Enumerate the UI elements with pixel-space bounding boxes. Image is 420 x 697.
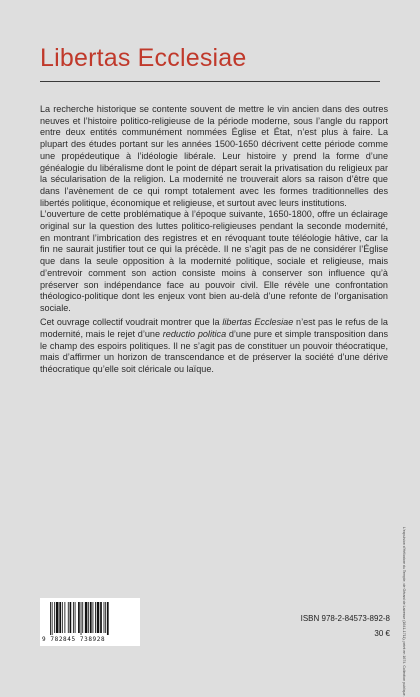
image-credit — [397, 527, 407, 697]
blurb-text — [40, 104, 388, 378]
blurb-paragraph-3 — [40, 317, 388, 376]
blurb-p3-part-2: n’est pas le refus de la modernité, mais le rejet d’une — [40, 317, 388, 339]
isbn-number: ISBN 978-2-84573-892-8 — [300, 614, 390, 623]
title-divider — [40, 81, 380, 82]
image-credit-text: L’expulsion d’Héliodore du Temple, de Gérard de Lairesse (1641-1711), peint en 1674. Collection publique. — [402, 527, 406, 697]
price-label: 30 € — [374, 629, 390, 638]
blurb-p3-part-1: Cet ouvrage collectif voudrait montrer que la — [40, 317, 223, 328]
book-title: Libertas Ecclesiae — [40, 44, 247, 72]
emphasis-reductio-politica: reductio politica — [162, 328, 227, 339]
blurb-p3-part-3: d’une pure et simple transposition dans le champ des espoirs politiques. Il ne s’agit pas de constituer un pouvoir théocratique, mais d’affirmer un horizon de transcendance et de préserver la société d’une dérive théocratique qu’elle soit cléricale ou laïque. — [40, 328, 388, 374]
emphasis-libertas-ecclesiae: libertas Ecclesiae — [222, 317, 294, 328]
barcode — [40, 598, 140, 646]
barcode-bars-icon — [50, 602, 130, 635]
blurb-paragraph-2: L’ouverture de cette problématique à l’époque suivante, 1650-1800, offre un éclairage original sur la question des luttes politico-religieuses pendant la seconde modernité, en montrant l’imbrication des registres et en révoquant toute téléologie hâtive, car la fin ne saurait justifier tout ce qui la précède. Il ne s’agit pas de ne considérer l’Église que dans la seule opposition à la modernité politique, sociale et religieuse, mais d’entrevoir comment son action consiste moins à conserver son influence qu’à préserver son indépendance face au pouvoir civil. Elle révèle une confrontation théologico-politique dont les enjeux vont bien au-delà d’une refonte de l’organisation sociale. — [40, 209, 388, 313]
blurb-paragraph-1: La recherche historique se contente souvent de mettre le vin ancien dans des outres neuves et l’histoire politico-religieuse de la période moderne, sous l’angle du rapport entre deux entités communément nommées Église et État, n’est plus à faire. La plupart des études portant sur les années 1500-1650 décrivent cette période comme une propédeutique à l’idéologie libérale. Leur histoire y prend la forme d’une généalogie du libéralisme dont le point de départ serait la privatisation du religieux par la sécularisation de la religion. La modernité ne trouverait alors sa raison d’être que dans l’avènement de ce qui rompt totalement avec les formes traditionnelles des libertés politique, économique et religieuse, et surtout avec leurs institutions. — [40, 104, 388, 208]
barcode-digits: 9 782845 738928 — [42, 636, 106, 643]
